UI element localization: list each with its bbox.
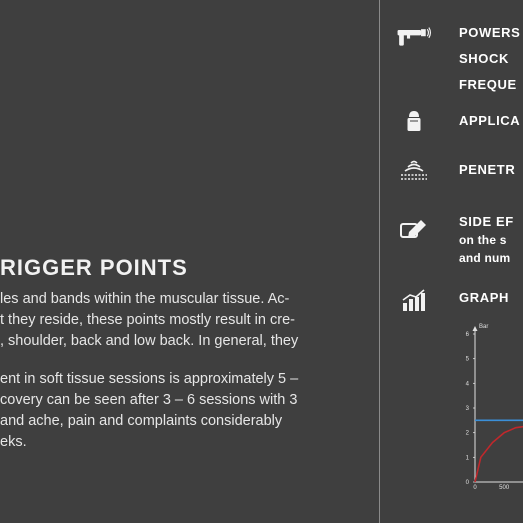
section-title: RIGGER POINTS (0, 255, 188, 280)
x-tick-label: 500 (499, 485, 510, 491)
pressure-chart (455, 316, 523, 496)
penetration-waves-icon (396, 156, 432, 186)
paragraph-1 (0, 289, 366, 352)
paragraph-1-line: les and bands within the muscular tissue. Ac- (0, 291, 290, 307)
paragraph-1-line: t they reside, these points mostly result in cre- (0, 312, 295, 328)
y-tick-label: 0 (465, 480, 469, 486)
feature-line: PENETR (459, 162, 516, 177)
paragraph-2 (0, 369, 366, 453)
paragraph-2-line: ent in soft tissue sessions is approximately 5 – (0, 371, 299, 387)
y-tick-label: 5 (465, 356, 469, 363)
feature-line: SIDE EF (459, 214, 514, 229)
feature-side-effects-label (459, 213, 514, 267)
applicator-icon (396, 106, 432, 136)
series-line-1 (475, 424, 523, 482)
y-tick-label: 4 (465, 381, 469, 388)
y-axis-arrow (473, 326, 478, 331)
feature-line: on the s (459, 233, 507, 247)
paragraph-2-line: covery can be seen after 3 – 6 sessions with 3 (0, 392, 298, 408)
y-tick-label: 3 (465, 406, 469, 412)
x-tick-label: 0 (473, 485, 477, 491)
feature-penetration-label (459, 157, 515, 183)
y-tick-label: 6 (465, 332, 469, 338)
feature-line: POWERS (459, 25, 521, 40)
vertical-divider (379, 0, 380, 523)
feature-shockwave-label (459, 20, 520, 98)
feature-line: FREQUE (459, 77, 517, 92)
y-tick-label: 1 (465, 455, 469, 462)
feature-line: GRAPH (459, 290, 509, 305)
shockwave-gun-icon (396, 22, 432, 52)
y-axis-label: Bar (479, 324, 489, 330)
feature-graph-label (459, 285, 509, 311)
feature-line: APPLICA (459, 113, 521, 128)
y-tick-label: 2 (465, 430, 469, 437)
feature-line: SHOCK (459, 51, 509, 66)
bar-graph-icon (396, 285, 432, 315)
feature-applicator-label (459, 108, 520, 134)
feature-line: and num (459, 251, 511, 265)
paragraph-2-line: eks. (0, 434, 27, 450)
side-effects-pencil-icon (396, 213, 432, 243)
paragraph-1-line: , shoulder, back and low back. In general, they (0, 333, 299, 349)
paragraph-2-line: and ache, pain and complaints considerably (0, 413, 283, 429)
